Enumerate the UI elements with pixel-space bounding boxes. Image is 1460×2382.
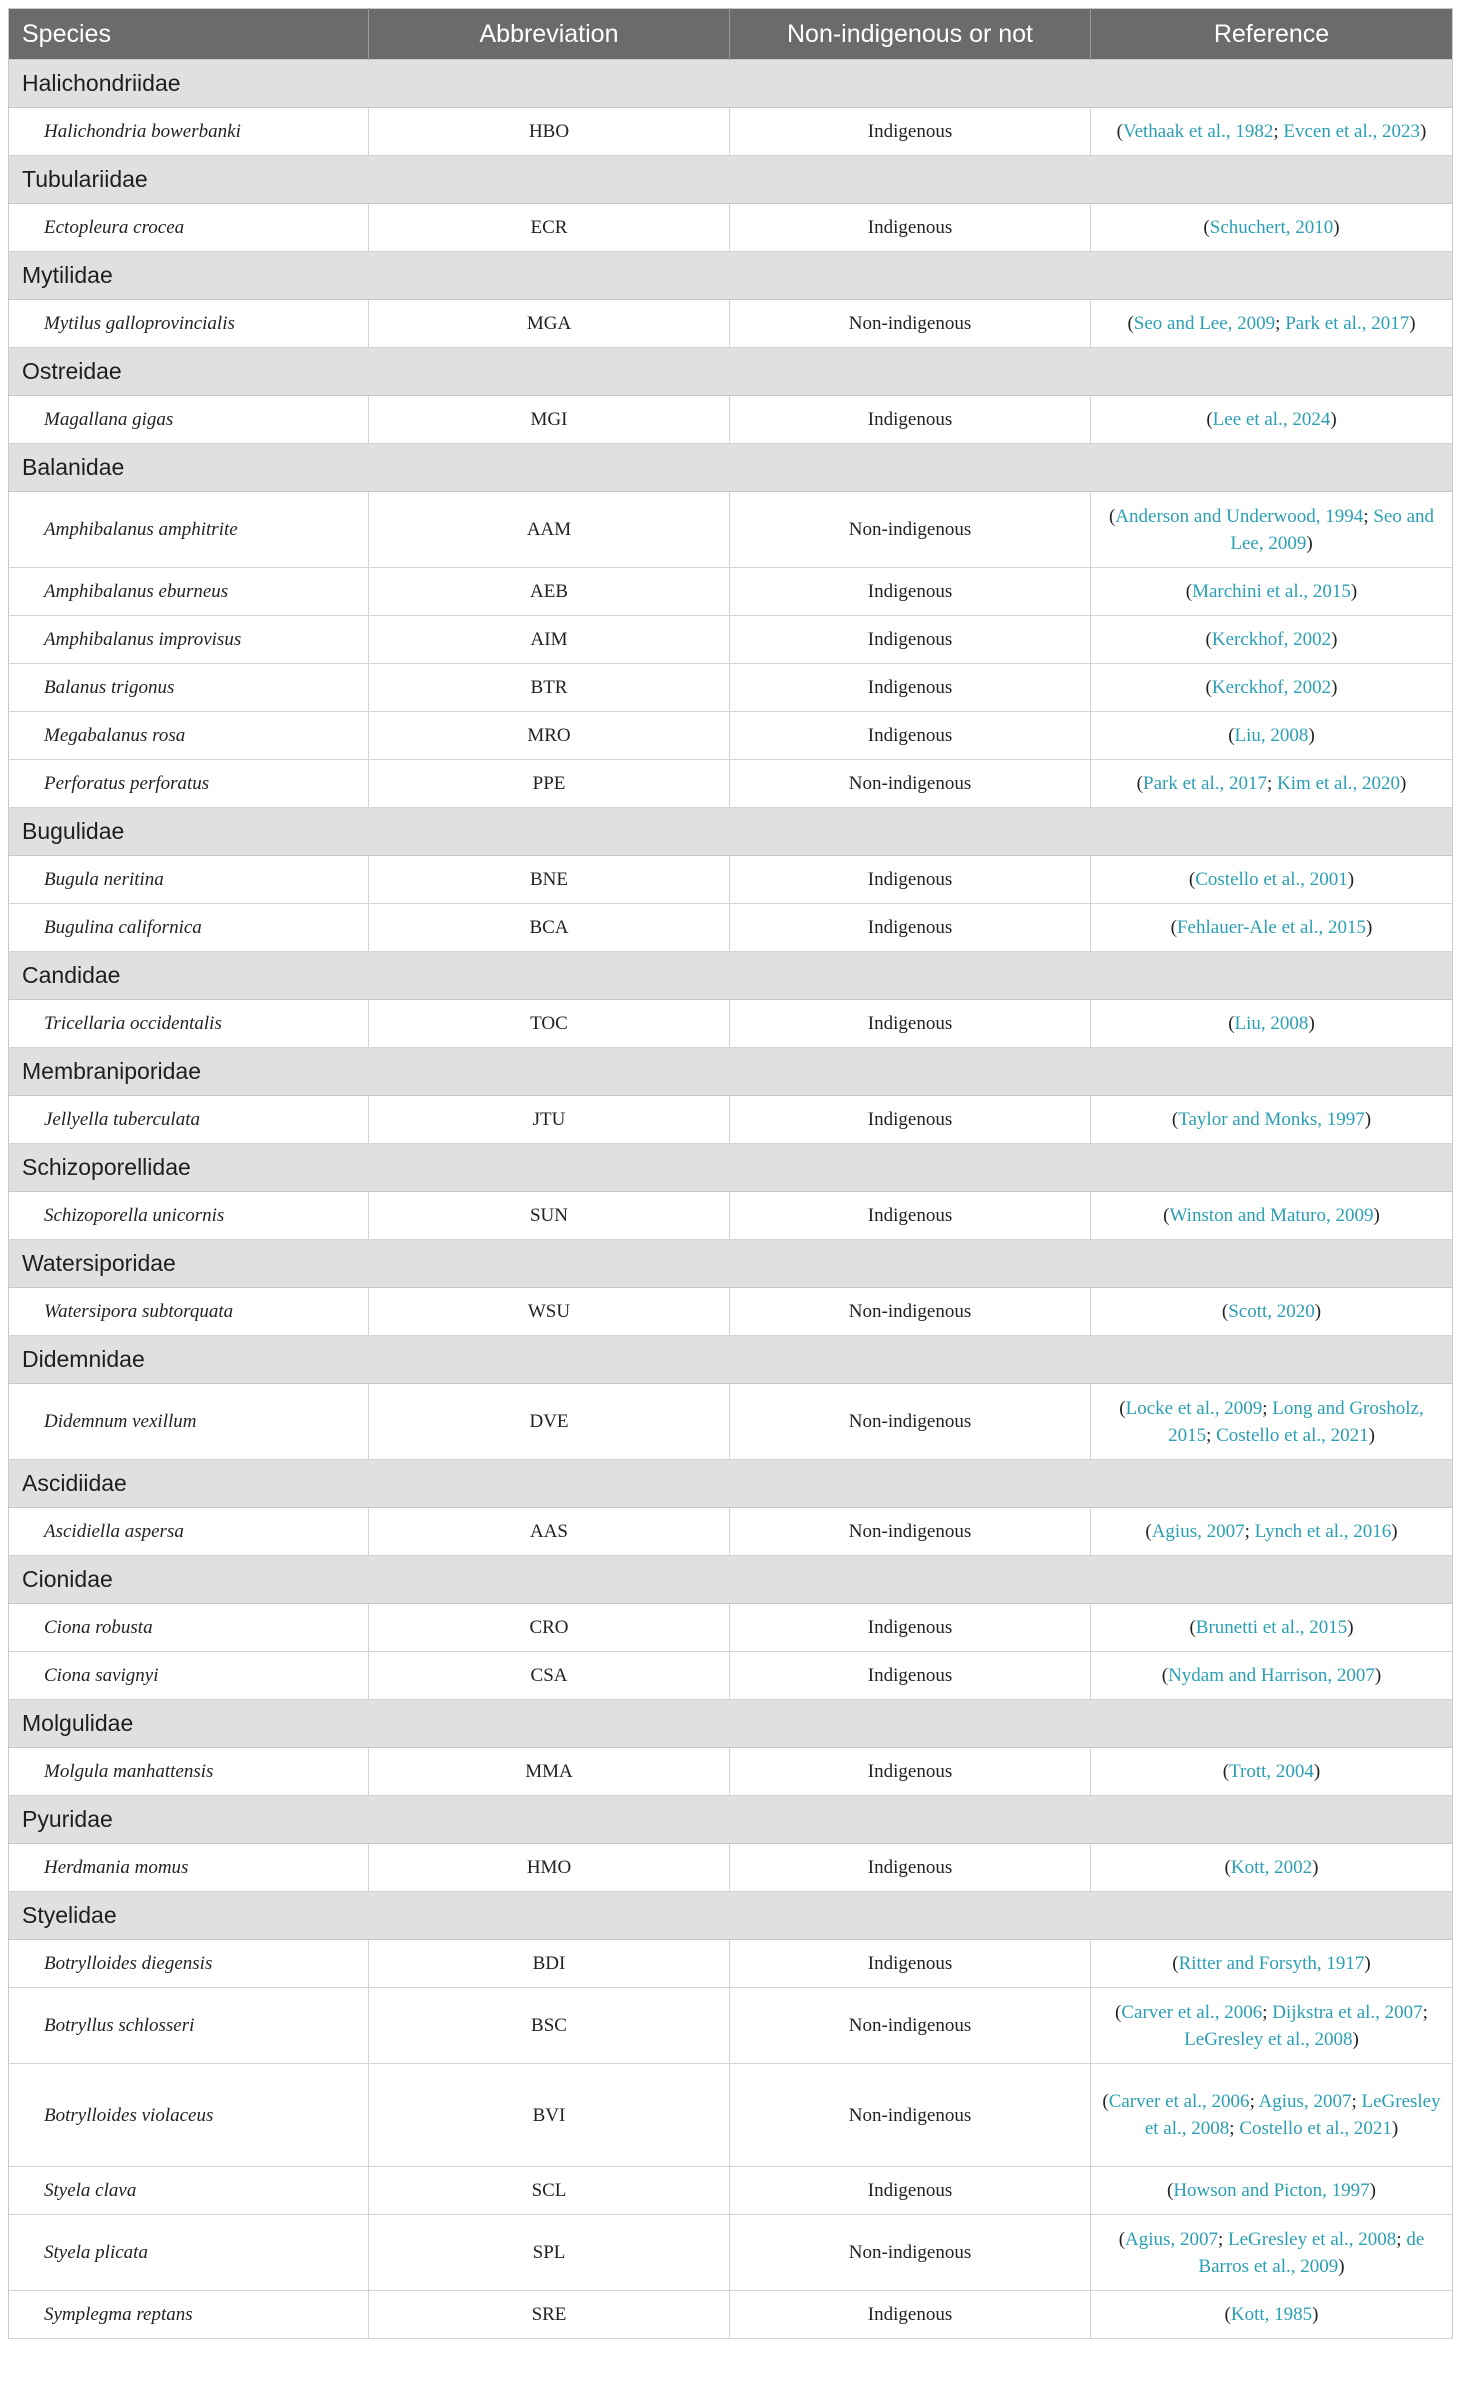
family-name: Ascidiidae (9, 1460, 1453, 1508)
species-row (9, 1508, 1453, 1556)
species-row (9, 1844, 1453, 1892)
citation-link[interactable]: Agius, 2007 (1125, 2228, 1218, 2250)
citation-link[interactable]: Costello et al., 2021 (1239, 2118, 1392, 2139)
species-name: Botryllus schlosseri (9, 1988, 369, 2064)
table-header (9, 9, 1453, 60)
species-abbreviation: SRE (369, 2291, 730, 2339)
species-abbreviation: HMO (369, 1844, 730, 1892)
species-reference: (Brunetti et al., 2015) (1091, 1604, 1453, 1652)
species-name: Magallana gigas (9, 396, 369, 444)
species-reference: (Vethaak et al., 1982; Evcen et al., 2023) (1091, 108, 1453, 156)
family-name: Styelidae (9, 1892, 1453, 1940)
citation-link[interactable]: Liu, 2008 (1234, 1013, 1309, 1034)
species-abbreviation: BNE (369, 856, 730, 904)
species-status: Non-indigenous (730, 760, 1091, 808)
species-row (9, 2064, 1453, 2167)
species-status: Indigenous (730, 396, 1091, 444)
citation-link[interactable]: Park et al., 2017 (1285, 313, 1410, 334)
species-status: Indigenous (730, 856, 1091, 904)
species-name: Botrylloides diegensis (9, 1940, 369, 1988)
species-reference: (Costello et al., 2001) (1091, 856, 1453, 904)
species-reference: (Kott, 2002) (1091, 1844, 1453, 1892)
species-name: Herdmania momus (9, 1844, 369, 1892)
species-abbreviation: AAS (369, 1508, 730, 1556)
species-name: Ectopleura crocea (9, 204, 369, 252)
species-abbreviation: MMA (369, 1748, 730, 1796)
species-abbreviation: BVI (369, 2064, 730, 2167)
species-reference: (Fehlauer-Ale et al., 2015) (1091, 904, 1453, 952)
species-status: Indigenous (730, 1748, 1091, 1796)
species-status: Indigenous (730, 2291, 1091, 2339)
species-abbreviation: PPE (369, 760, 730, 808)
species-name: Symplegma reptans (9, 2291, 369, 2339)
species-name: Ascidiella aspersa (9, 1508, 369, 1556)
species-abbreviation: BCA (369, 904, 730, 952)
species-reference: (Seo and Lee, 2009; Park et al., 2017) (1091, 300, 1453, 348)
citation-link[interactable]: LeGresley et al., 2008 (1184, 2028, 1353, 2050)
family-row (9, 444, 1453, 492)
citation-link[interactable]: Carver et al., 2006 (1108, 2091, 1250, 2112)
family-name: Mytilidae (9, 252, 1453, 300)
family-row (9, 1144, 1453, 1192)
family-name: Didemnidae (9, 1336, 1453, 1384)
species-row (9, 616, 1453, 664)
species-status: Indigenous (730, 204, 1091, 252)
species-name: Schizoporella unicornis (9, 1192, 369, 1240)
species-status: Indigenous (730, 568, 1091, 616)
species-row (9, 1988, 1453, 2064)
species-name: Amphibalanus amphitrite (9, 492, 369, 568)
citation-link[interactable]: de Barros et al., 2009 (1198, 2228, 1425, 2277)
species-row (9, 664, 1453, 712)
species-row (9, 856, 1453, 904)
family-name: Halichondriidae (9, 60, 1453, 108)
species-name: Halichondria bowerbanki (9, 108, 369, 156)
family-name: Tubulariidae (9, 156, 1453, 204)
species-status: Non-indigenous (730, 492, 1091, 568)
species-name: Megabalanus rosa (9, 712, 369, 760)
species-abbreviation: AIM (369, 616, 730, 664)
family-row (9, 1796, 1453, 1844)
species-status: Indigenous (730, 1000, 1091, 1048)
citation-link[interactable]: Lynch et al., 2016 (1254, 1521, 1392, 1542)
species-reference: (Ritter and Forsyth, 1917) (1091, 1940, 1453, 1988)
species-status: Non-indigenous (730, 1988, 1091, 2064)
citation-link[interactable]: Lee et al., 2024 (1212, 409, 1331, 430)
citation-link[interactable]: Carver et al., 2006 (1121, 2001, 1263, 2023)
citation-link[interactable]: Nydam and Harrison, 2007 (1168, 1665, 1375, 1686)
species-name: Bugulina californica (9, 904, 369, 952)
species-row (9, 1604, 1453, 1652)
species-row (9, 108, 1453, 156)
citation-link[interactable]: Park et al., 2017 (1143, 773, 1268, 794)
family-name: Cionidae (9, 1556, 1453, 1604)
species-row (9, 492, 1453, 568)
species-row (9, 760, 1453, 808)
species-abbreviation: BDI (369, 1940, 730, 1988)
species-reference: (Winston and Maturo, 2009) (1091, 1192, 1453, 1240)
species-abbreviation: WSU (369, 1288, 730, 1336)
species-name: Tricellaria occidentalis (9, 1000, 369, 1048)
species-reference: (Nydam and Harrison, 2007) (1091, 1652, 1453, 1700)
citation-link[interactable]: Scott, 2020 (1228, 1301, 1315, 1322)
citation-link[interactable]: Winston and Maturo, 2009 (1169, 1205, 1374, 1226)
species-abbreviation: JTU (369, 1096, 730, 1144)
species-reference: (Howson and Picton, 1997) (1091, 2167, 1453, 2215)
citation-link[interactable]: Kott, 2002 (1230, 1857, 1313, 1878)
species-status: Non-indigenous (730, 1288, 1091, 1336)
species-reference: (Park et al., 2017; Kim et al., 2020) (1091, 760, 1453, 808)
species-abbreviation: AAM (369, 492, 730, 568)
citation-link[interactable]: LeGresley et al., 2008 (1144, 2091, 1441, 2139)
family-row (9, 156, 1453, 204)
species-table (8, 8, 1453, 2339)
header-row (9, 9, 1453, 60)
species-reference: (Liu, 2008) (1091, 712, 1453, 760)
species-status: Indigenous (730, 1940, 1091, 1988)
species-status: Indigenous (730, 1096, 1091, 1144)
citation-link[interactable]: Trott, 2004 (1229, 1761, 1314, 1782)
citation-link[interactable]: Howson and Picton, 1997 (1173, 2180, 1370, 2201)
family-row (9, 60, 1453, 108)
species-row (9, 2291, 1453, 2339)
citation-link[interactable]: Vethaak et al., 1982 (1122, 121, 1274, 142)
family-name: Pyuridae (9, 1796, 1453, 1844)
species-reference: (Locke et al., 2009; Long and Grosholz, 2015; Costello et al., 2021) (1091, 1384, 1453, 1460)
citation-link[interactable]: Kerckhof, 2002 (1211, 629, 1332, 650)
species-abbreviation: CRO (369, 1604, 730, 1652)
citation-link[interactable]: Ritter and Forsyth, 1917 (1178, 1953, 1365, 1974)
citation-link[interactable]: Liu, 2008 (1234, 725, 1309, 746)
family-name: Membraniporidae (9, 1048, 1453, 1096)
citation-link[interactable]: Kerckhof, 2002 (1211, 677, 1332, 698)
family-name: Molgulidae (9, 1700, 1453, 1748)
family-name: Candidae (9, 952, 1453, 1000)
species-status: Indigenous (730, 664, 1091, 712)
header-status: Non-indigenous or not (730, 9, 1091, 60)
species-name: Didemnum vexillum (9, 1384, 369, 1460)
species-abbreviation: DVE (369, 1384, 730, 1460)
species-abbreviation: HBO (369, 108, 730, 156)
species-abbreviation: MGI (369, 396, 730, 444)
species-row (9, 904, 1453, 952)
species-name: Ciona robusta (9, 1604, 369, 1652)
family-name: Schizoporellidae (9, 1144, 1453, 1192)
header-species: Species (9, 9, 369, 60)
species-status: Non-indigenous (730, 2064, 1091, 2167)
species-abbreviation: ECR (369, 204, 730, 252)
species-abbreviation: SUN (369, 1192, 730, 1240)
citation-link[interactable]: Agius, 2007 (1258, 2091, 1352, 2112)
species-abbreviation: MRO (369, 712, 730, 760)
family-row (9, 252, 1453, 300)
species-abbreviation: SCL (369, 2167, 730, 2215)
family-row (9, 1700, 1453, 1748)
species-row (9, 1748, 1453, 1796)
species-row (9, 712, 1453, 760)
citation-link[interactable]: Fehlauer-Ale et al., 2015 (1176, 917, 1367, 938)
citation-link[interactable]: Anderson and Underwood, 1994 (1115, 505, 1364, 527)
citation-link[interactable]: Long and Grosholz, 2015 (1168, 1397, 1424, 1446)
species-row (9, 1096, 1453, 1144)
species-abbreviation: AEB (369, 568, 730, 616)
species-abbreviation: BSC (369, 1988, 730, 2064)
family-row (9, 1460, 1453, 1508)
species-reference: (Lee et al., 2024) (1091, 396, 1453, 444)
citation-link[interactable]: LeGresley et al., 2008 (1227, 2228, 1397, 2250)
species-name: Amphibalanus improvisus (9, 616, 369, 664)
species-abbreviation: TOC (369, 1000, 730, 1048)
species-name: Jellyella tuberculata (9, 1096, 369, 1144)
species-reference: (Liu, 2008) (1091, 1000, 1453, 1048)
family-name: Balanidae (9, 444, 1453, 492)
citation-link[interactable]: Taylor and Monks, 1997 (1178, 1109, 1365, 1130)
citation-link[interactable]: Seo and Lee, 2009 (1230, 505, 1435, 554)
species-row (9, 1000, 1453, 1048)
species-row (9, 2167, 1453, 2215)
citation-link[interactable]: Kim et al., 2020 (1277, 773, 1400, 794)
species-name: Perforatus perforatus (9, 760, 369, 808)
citation-link[interactable]: Schuchert, 2010 (1209, 217, 1334, 238)
citation-link[interactable]: Evcen et al., 2023 (1283, 121, 1421, 142)
species-status: Indigenous (730, 712, 1091, 760)
species-abbreviation: MGA (369, 300, 730, 348)
citation-link[interactable]: Marchini et al., 2015 (1192, 581, 1351, 602)
species-row (9, 568, 1453, 616)
citation-link[interactable]: Brunetti et al., 2015 (1195, 1617, 1348, 1638)
species-reference: (Schuchert, 2010) (1091, 204, 1453, 252)
species-status: Non-indigenous (730, 2215, 1091, 2291)
citation-link[interactable]: Kott, 1985 (1230, 2304, 1313, 2325)
family-name: Bugulidae (9, 808, 1453, 856)
family-row (9, 1240, 1453, 1288)
species-status: Non-indigenous (730, 300, 1091, 348)
species-row (9, 2215, 1453, 2291)
table-container (8, 8, 1452, 2339)
species-name: Balanus trigonus (9, 664, 369, 712)
species-row (9, 1652, 1453, 1700)
species-status: Indigenous (730, 1604, 1091, 1652)
species-reference: (Marchini et al., 2015) (1091, 568, 1453, 616)
citation-link[interactable]: Agius, 2007 (1151, 1521, 1245, 1542)
family-row (9, 952, 1453, 1000)
species-status: Non-indigenous (730, 1384, 1091, 1460)
family-name: Watersiporidae (9, 1240, 1453, 1288)
family-row (9, 1048, 1453, 1096)
header-reference: Reference (1091, 9, 1453, 60)
citation-link[interactable]: Costello et al., 2021 (1216, 1424, 1369, 1446)
species-status: Indigenous (730, 1192, 1091, 1240)
family-row (9, 808, 1453, 856)
species-abbreviation: BTR (369, 664, 730, 712)
family-row (9, 1556, 1453, 1604)
species-row (9, 1384, 1453, 1460)
species-status: Indigenous (730, 904, 1091, 952)
family-row (9, 1336, 1453, 1384)
species-reference: (Anderson and Underwood, 1994; Seo and Lee, 2009) (1091, 492, 1453, 568)
species-reference: (Trott, 2004) (1091, 1748, 1453, 1796)
species-row (9, 396, 1453, 444)
species-status: Indigenous (730, 1844, 1091, 1892)
citation-link[interactable]: Dijkstra et al., 2007 (1272, 2001, 1423, 2023)
species-name: Mytilus galloprovincialis (9, 300, 369, 348)
family-row (9, 1892, 1453, 1940)
species-name: Botrylloides violaceus (9, 2064, 369, 2167)
species-name: Styela plicata (9, 2215, 369, 2291)
species-row (9, 1940, 1453, 1988)
species-name: Bugula neritina (9, 856, 369, 904)
species-status: Indigenous (730, 108, 1091, 156)
citation-link[interactable]: Costello et al., 2001 (1195, 869, 1348, 890)
citation-link[interactable]: Locke et al., 2009 (1125, 1397, 1263, 1419)
species-row (9, 1192, 1453, 1240)
species-reference: (Kerckhof, 2002) (1091, 616, 1453, 664)
species-reference: (Kerckhof, 2002) (1091, 664, 1453, 712)
species-name: Styela clava (9, 2167, 369, 2215)
species-name: Ciona savignyi (9, 1652, 369, 1700)
species-abbreviation: CSA (369, 1652, 730, 1700)
citation-link[interactable]: Seo and Lee, 2009 (1133, 313, 1276, 334)
species-reference: (Carver et al., 2006; Agius, 2007; LeGresley et al., 2008; Costello et al., 2021) (1091, 2064, 1453, 2167)
species-reference: (Carver et al., 2006; Dijkstra et al., 2007; LeGresley et al., 2008) (1091, 1988, 1453, 2064)
species-status: Indigenous (730, 616, 1091, 664)
species-reference: (Kott, 1985) (1091, 2291, 1453, 2339)
species-row (9, 1288, 1453, 1336)
species-reference: (Agius, 2007; Lynch et al., 2016) (1091, 1508, 1453, 1556)
species-reference: (Scott, 2020) (1091, 1288, 1453, 1336)
species-abbreviation: SPL (369, 2215, 730, 2291)
species-row (9, 204, 1453, 252)
table-body (9, 60, 1453, 2339)
species-status: Indigenous (730, 1652, 1091, 1700)
species-status: Indigenous (730, 2167, 1091, 2215)
family-row (9, 348, 1453, 396)
header-abbreviation: Abbreviation (369, 9, 730, 60)
species-reference: (Agius, 2007; LeGresley et al., 2008; de Barros et al., 2009) (1091, 2215, 1453, 2291)
species-status: Non-indigenous (730, 1508, 1091, 1556)
family-name: Ostreidae (9, 348, 1453, 396)
species-name: Molgula manhattensis (9, 1748, 369, 1796)
species-name: Watersipora subtorquata (9, 1288, 369, 1336)
species-reference: (Taylor and Monks, 1997) (1091, 1096, 1453, 1144)
species-row (9, 300, 1453, 348)
species-name: Amphibalanus eburneus (9, 568, 369, 616)
